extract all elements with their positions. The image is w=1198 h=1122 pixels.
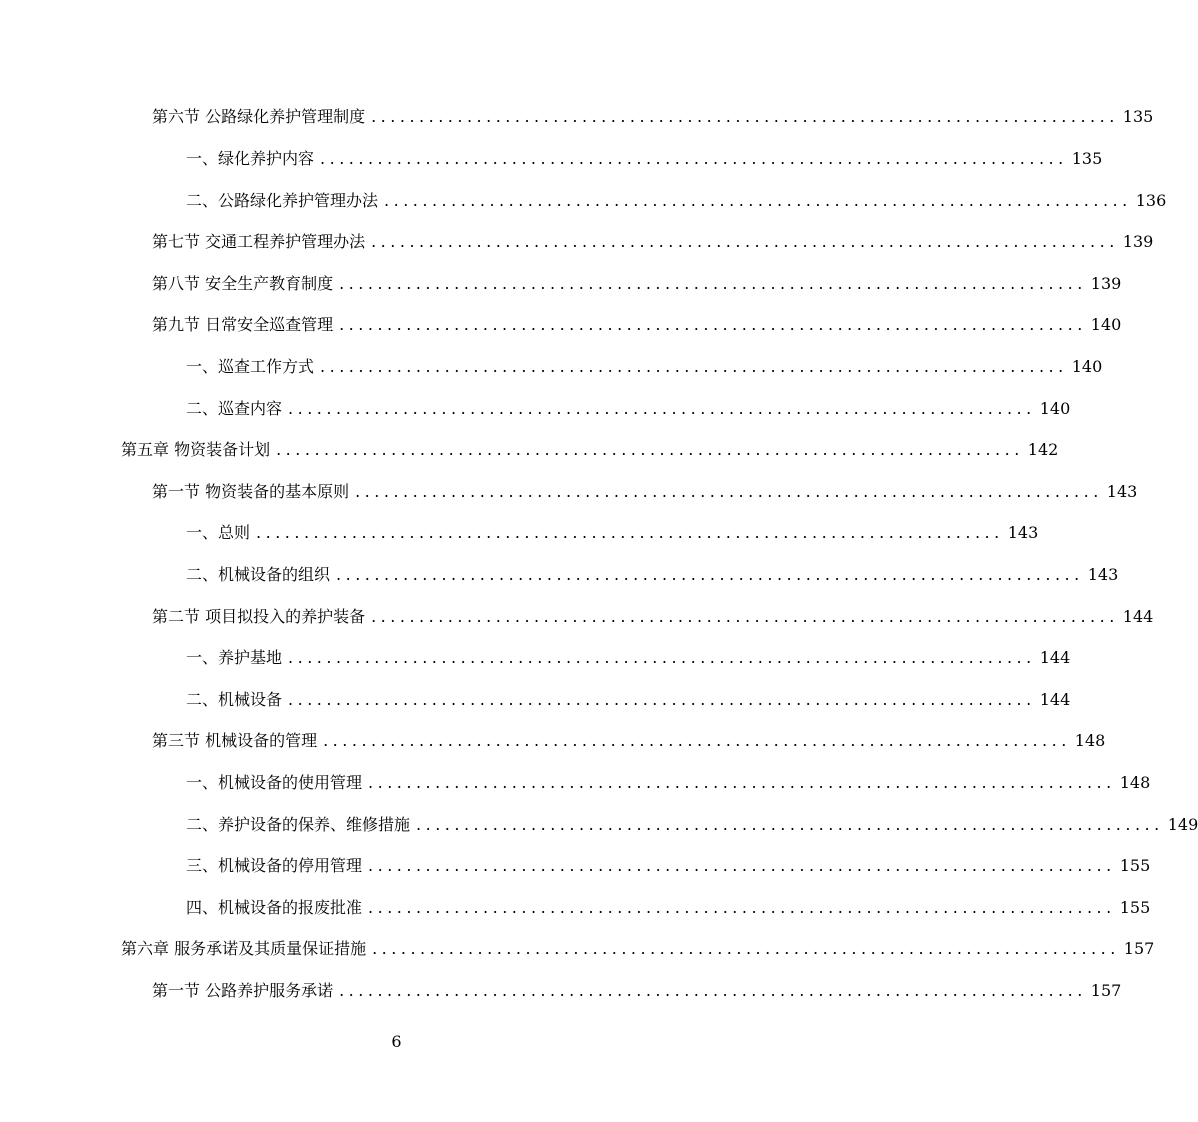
toc-entry-title: 三、机械设备的停用管理 [186,856,363,875]
toc-entry[interactable] [186,355,1103,379]
toc-entry[interactable] [152,230,1154,254]
toc-leader-dots: .............................................................................. [276,440,1024,459]
toc-entry[interactable] [152,272,1122,296]
toc-entry-title: 第一节 公路养护服务承诺 [152,981,334,1000]
toc-leader-dots: .............................................................................. [368,898,1116,917]
toc-entry[interactable] [186,688,1071,712]
toc-entry[interactable] [186,854,1151,878]
toc-entry[interactable] [186,147,1103,171]
toc-entry-title: 第七节 交通工程养护管理办法 [152,232,366,251]
toc-entry-title: 二、巡查内容 [186,399,283,418]
toc-entry-title: 一、巡查工作方式 [186,357,315,376]
toc-leader-dots: .............................................................................. [336,565,1084,584]
toc-entry[interactable] [121,937,1155,961]
toc-entry[interactable] [152,979,1122,1003]
toc-entry-page: 144 [1039,648,1071,667]
toc-entry-page: 144 [1122,607,1154,626]
toc-entry[interactable] [186,896,1151,920]
toc-entry-page: 155 [1119,856,1151,875]
toc-leader-dots: .............................................................................. [339,315,1087,334]
toc-entry[interactable] [121,438,1059,462]
toc-entry-page: 140 [1071,357,1103,376]
toc-entry-title: 二、公路绿化养护管理办法 [186,191,379,210]
toc-entry[interactable] [186,189,1167,213]
toc-entry-page: 139 [1090,274,1122,293]
toc-entry[interactable] [186,813,1198,837]
toc-leader-dots: .............................................................................. [368,773,1116,792]
toc-entry-title: 第九节 日常安全巡查管理 [152,315,334,334]
toc-entry-page: 139 [1122,232,1154,251]
toc-entry-title: 四、机械设备的报废批准 [186,898,363,917]
page-number: 6 [391,1032,402,1051]
toc-entry[interactable] [186,563,1119,587]
toc-leader-dots: .............................................................................. [384,191,1132,210]
toc-entry-title: 一、养护基地 [186,648,283,667]
toc-entry-title: 第六节 公路绿化养护管理制度 [152,107,366,126]
toc-entry-page: 148 [1119,773,1151,792]
toc-leader-dots: .............................................................................. [339,274,1087,293]
toc-leader-dots: .............................................................................. [416,815,1164,834]
toc-entry-title: 二、机械设备的组织 [186,565,331,584]
toc-entry-page: 140 [1039,399,1071,418]
toc-entry-page: 157 [1123,939,1155,958]
toc-entry-title: 第六章 服务承诺及其质量保证措施 [121,939,367,958]
toc-entry-page: 135 [1071,149,1103,168]
toc-entry-page: 135 [1122,107,1154,126]
toc-entry-title: 第五章 物资装备计划 [121,440,271,459]
toc-entry-title: 第二节 项目拟投入的养护装备 [152,607,366,626]
toc-entry-title: 二、机械设备 [186,690,283,709]
toc-leader-dots: .............................................................................. [288,690,1036,709]
toc-leader-dots: .............................................................................. [368,856,1116,875]
toc-leader-dots: .............................................................................. [372,939,1120,958]
toc-leader-dots: .............................................................................. [371,232,1119,251]
toc-entry-title: 第三节 机械设备的管理 [152,731,318,750]
toc-entry-page: 143 [1106,482,1138,501]
toc-leader-dots: .............................................................................. [339,981,1087,1000]
toc-entry[interactable] [152,105,1154,129]
toc-entry-page: 143 [1087,565,1119,584]
toc-entry[interactable] [152,605,1154,629]
toc-entry-title: 二、养护设备的保养、维修措施 [186,815,411,834]
toc-entry-title: 第八节 安全生产教育制度 [152,274,334,293]
toc-entry[interactable] [152,313,1122,337]
toc-entry-page: 157 [1090,981,1122,1000]
toc-entry-page: 140 [1090,315,1122,334]
toc-entry[interactable] [186,771,1151,795]
toc-entry-page: 144 [1039,690,1071,709]
toc-entry[interactable] [152,729,1106,753]
toc-leader-dots: .............................................................................. [288,399,1036,418]
toc-leader-dots: .............................................................................. [256,523,1004,542]
toc-leader-dots: .............................................................................. [371,607,1119,626]
toc-leader-dots: .............................................................................. [355,482,1103,501]
toc-entry[interactable] [152,480,1138,504]
toc-entry-title: 一、机械设备的使用管理 [186,773,363,792]
toc-entry-page: 155 [1119,898,1151,917]
toc-entry-page: 136 [1135,191,1167,210]
toc-leader-dots: .............................................................................. [320,149,1068,168]
toc-entry[interactable] [186,397,1071,421]
toc-entry-title: 一、绿化养护内容 [186,149,315,168]
toc-entry-page: 149 [1167,815,1198,834]
toc-entry[interactable] [186,521,1039,545]
toc-entry-page: 148 [1074,731,1106,750]
toc-entry-page: 143 [1007,523,1039,542]
toc-entry-title: 第一节 物资装备的基本原则 [152,482,350,501]
toc-leader-dots: .............................................................................. [288,648,1036,667]
toc-entry[interactable] [186,646,1071,670]
toc-entry-title: 一、总则 [186,523,251,542]
toc-leader-dots: .............................................................................. [323,731,1071,750]
toc-leader-dots: .............................................................................. [320,357,1068,376]
toc-leader-dots: .............................................................................. [371,107,1119,126]
toc-entry-page: 142 [1027,440,1059,459]
